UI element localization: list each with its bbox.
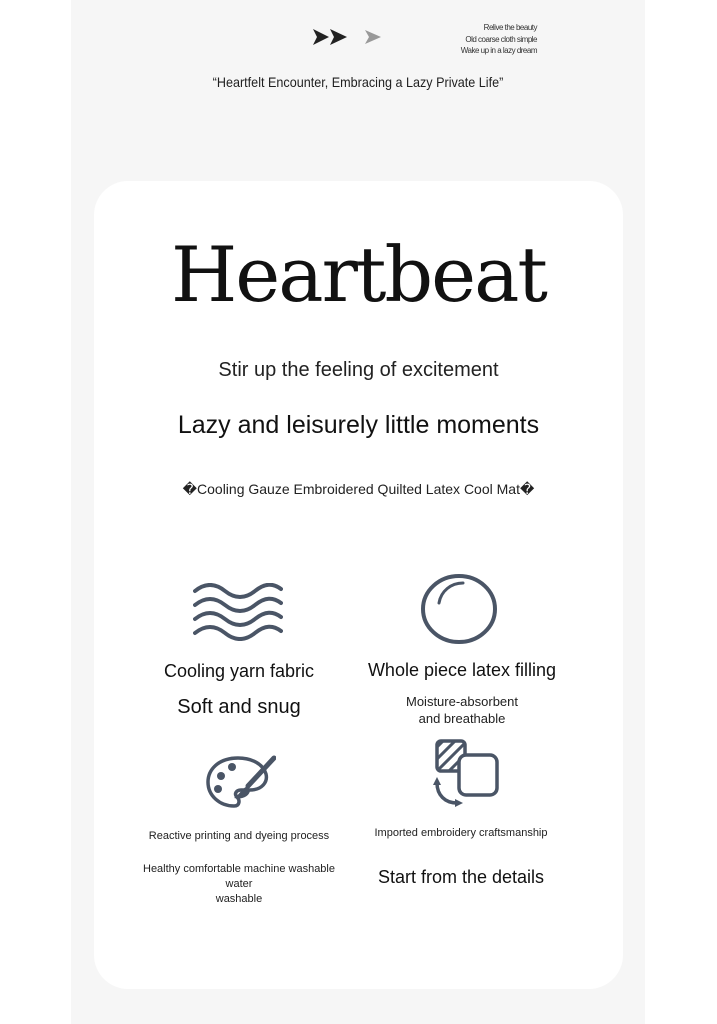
feature-title: Whole piece latex filling bbox=[367, 660, 557, 680]
quote: “Heartfelt Encounter, Embracing a Lazy Private Life” bbox=[212, 74, 504, 90]
feature-detail bbox=[129, 862, 349, 907]
feature-detail: Soft and snug bbox=[177, 696, 301, 718]
product-name: �Cooling Gauze Embroidered Quilted Latex Cool Mat� bbox=[182, 481, 535, 497]
palette-icon bbox=[204, 754, 276, 810]
subtitle-moments: Lazy and leisurely little moments bbox=[177, 411, 540, 439]
feature-detail-line: Healthy comfortable machine washable water bbox=[143, 863, 335, 890]
feature-title: Reactive printing and dyeing process bbox=[148, 830, 330, 842]
feature-title: Imported embroidery craftsmanship bbox=[374, 827, 548, 839]
brand-title: Heartbeat bbox=[171, 230, 546, 319]
feature-detail bbox=[362, 693, 562, 727]
slogan-line: Relive the beauty bbox=[483, 23, 537, 32]
circle-icon bbox=[419, 573, 499, 645]
feature-title: Cooling yarn fabric bbox=[163, 661, 315, 681]
page-background bbox=[71, 0, 645, 1024]
embroidery-icon bbox=[431, 739, 503, 809]
subtitle-excitement: Stir up the feeling of excitement bbox=[218, 359, 499, 381]
feature-detail: Start from the details bbox=[377, 867, 545, 887]
slogan-line: Wake up in a lazy dream bbox=[460, 46, 537, 55]
slogan-line: Old coarse cloth simple bbox=[465, 34, 537, 44]
feature-detail-line: washable bbox=[215, 893, 263, 905]
slogan bbox=[461, 22, 537, 57]
waves-icon bbox=[193, 583, 283, 641]
feature-detail-line: Moisture-absorbent bbox=[406, 694, 518, 709]
product-card bbox=[94, 181, 623, 989]
feature-detail-line: and breathable bbox=[418, 711, 506, 726]
double-arrow-icon bbox=[313, 26, 393, 48]
